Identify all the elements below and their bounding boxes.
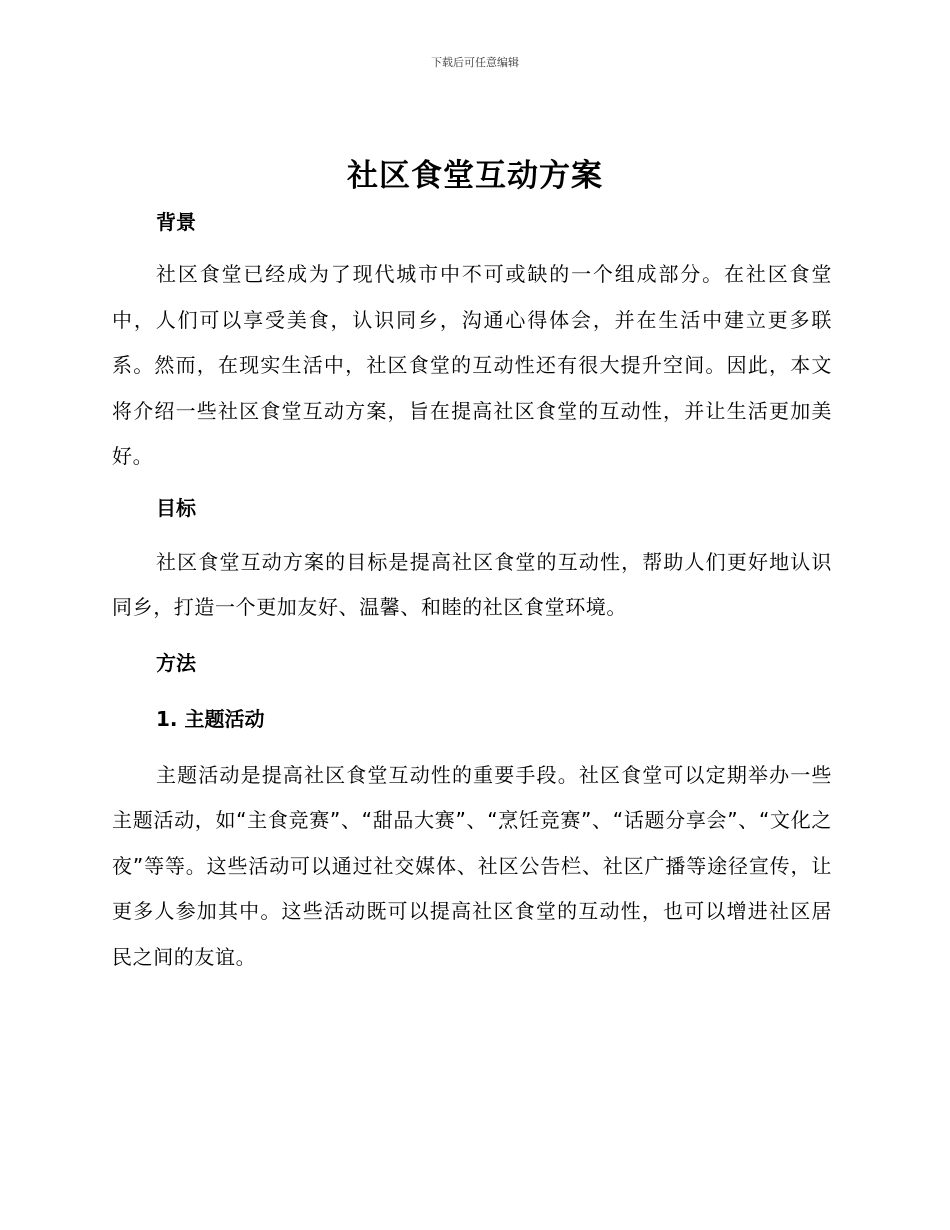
section-heading-goal: 目标	[156, 495, 196, 520]
paragraph-theme-activities: 主题活动是提高社区食堂互动性的重要手段。社区食堂可以定期举办一些主题活动，如“主食竞赛”、“甜品大赛”、“烹饪竞赛”、“话题分享会”、“文化之夜”等等。这些活动可以通过社交媒体、社区公告栏、社区广播等途径宣传，让更多人参加其中。这些活动既可以提高社区食堂的互动性，也可以增进社区居民之间的友谊。	[112, 762, 832, 969]
header-note: 下载后可任意编辑	[431, 56, 519, 69]
paragraph-goal: 社区食堂互动方案的目标是提高社区食堂的互动性，帮助人们更好地认识同乡，打造一个更加友好、温馨、和睦的社区食堂环境。	[112, 549, 832, 619]
section-heading-background: 背景	[156, 210, 196, 234]
document-title: 社区食堂互动方案	[347, 158, 603, 194]
subheading-theme-activities: 1. 主题活动	[156, 706, 265, 731]
document-body	[112, 204, 832, 980]
paragraph-background: 社区食堂已经成为了现代城市中不可或缺的一个组成部分。在社区食堂中，人们可以享受美食，认识同乡，沟通心得体会，并在生活中建立更多联系。然而，在现实生活中，社区食堂的互动性还有很大提升空间。因此，本文将介绍一些社区食堂互动方案，旨在提高社区食堂的互动性，并让生活更加美好。	[112, 262, 832, 468]
section-heading-method: 方法	[156, 650, 196, 675]
